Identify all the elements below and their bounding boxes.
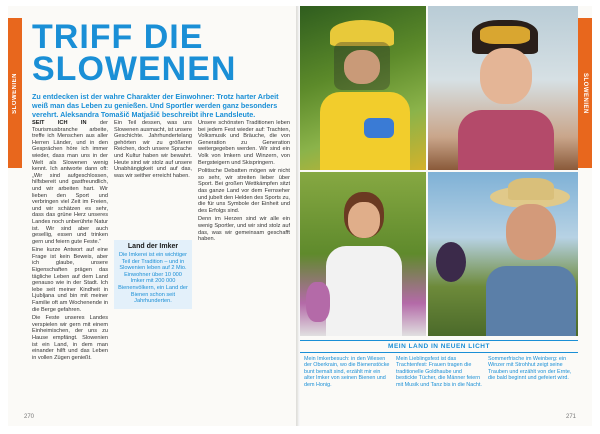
- sidebar-box: [114, 240, 192, 309]
- article-intro: Zu entdecken ist der wahre Charakter der Einwohner: Trotz harter Arbeit weiß man das Leben zu genießen. Und Sportler werden ganz besonders verehrt. Aleksandra Tomašič Matjašič beschreibt ihre Landsleute.: [32, 92, 279, 119]
- paragraph-text: der Tourismusbranche arbeite, treffe ich Menschen aus aller Herren Länder, und in den Gesprächen höre ich immer wieder, dass man uns in der Welt als Slowenen wenig kennt. Ich antworte dann oft: „Wir sind aufgeschlossen, hilfsbereit und gastfreundlich, und wir arbeiten hart. Wir lieben den Sport und verbringen viel Zeit im Freien, und wir schätzen es sehr, dass das grüne Herz unseres Landes noch unberührte Natur ist. Wir sind aber auch gesellig, essen und trinken gern und feiern gute Feste.“: [32, 120, 108, 245]
- paragraph: [32, 247, 108, 313]
- paragraph-text: Denn im Herzen sind wir alle ein wenig Sportler, und wir sind stolz auf das, was wir gemeinsam geschafft haben.: [198, 216, 290, 243]
- paragraph-lead: SEIT ICH IN: [32, 120, 87, 126]
- section-tab-right: [578, 18, 592, 168]
- sidebar-text: Die Imkerei ist ein wichtiger Teil der Tradition – und in Slowenien leben auf 2 Mio. Einwohner über 10 000 Imker mit 200 000 Bienenvölkern, ein Land der Bienen schon seit Jahrhunderten.: [118, 252, 188, 305]
- paragraph-text: Eine kurze Antwort auf eine Frage ist kein Beweis, aber ich glaube, unsere Eigenschaften prägen das tägliche Leben auf dem Land genauso wie in der Stadt. Ich lebe seit meiner Kindheit in Ljubljana und bin mit meiner Familie oft am Wochenende in die Berge gefahren.: [32, 247, 108, 313]
- caption-column-3: Sommerfrische im Weinberg: ein Winzer mit Strohhut zeigt seine Trauben und erzählt von der Ernte, die bald beginnt und gefeiert wird.: [488, 356, 572, 382]
- paragraph: [114, 120, 192, 179]
- page-number-left: 270: [24, 414, 35, 420]
- paragraph: [198, 120, 290, 166]
- paragraph-text: Politische Debatten mögen wir nicht so sehr, wir streiten lieber über Sport. Bei großen Wettkämpfen sitzt das ganze Land vor dem Fernseher und jubelt den Helden des Sports zu, die für uns Symbole der Einheit und des Erfolgs sind.: [198, 168, 290, 214]
- paragraph-text: Die Feste unseres Landes verspielen wir gern mit einem Einheimischen, der uns zu Hause empfängt. Slowenien ist ein Land, in dem man einander hilft und das Leben in vollen Zügen genießt.: [32, 315, 108, 361]
- caption-column-1: Mein Imkerbesuch: in den Wiesen der Oberkrain, wo die Bienenstöcke bunt bemalt sind, erzählt mir ein alter Imker von seinen Bienen und dem Honig.: [304, 356, 390, 388]
- section-tab-label: SLOWENIEN: [12, 72, 18, 114]
- paragraph-text: Ein Teil dessen, was uns Slowenen ausmacht, ist unsere Geschichte. Jahrhundertelang gehörten wir zu größeren Reichen, doch unsere Sprache und Kultur haben wir bewahrt. Heute sind wir stolz auf unsere Unabhängigkeit und auf das, was wir seither erreicht haben.: [114, 120, 192, 179]
- article-title-line2: SLOWENEN: [32, 50, 237, 88]
- photo-beekeeper: [300, 6, 426, 170]
- paragraph-text: Unsere schönsten Traditionen leben bei jedem Fest wieder auf: Trachten, Volksmusik und Bräuche, die von Generation zu Generation weitergegeben werden. Wir sind ein Volk von Imkern und Winzern, von Bergsteigern und Skispringern.: [198, 120, 290, 166]
- caption-heading: MEIN LAND IN NEUEN LICHT: [300, 340, 578, 353]
- caption-column-2: Mein Lieblingsfest ist das Trachtenfest: Frauen tragen die traditionelle Goldhaube und bestickte Tücher, die Männer feiern mit Musik und Tanz bis in die Nacht.: [396, 356, 482, 388]
- paragraph: [198, 216, 290, 242]
- text-column-1: [32, 120, 108, 416]
- paragraph: [32, 315, 108, 361]
- paragraph: [32, 120, 108, 245]
- photo-farmer-hat: [428, 172, 578, 336]
- article-title-line1: TRIFF DIE: [32, 18, 204, 56]
- right-page: [300, 6, 592, 426]
- photo-woman-garden: [300, 172, 426, 336]
- section-tab-label: SLOWENIEN: [582, 72, 588, 114]
- text-column-3: [198, 120, 290, 416]
- sidebar-title: Land der Imker: [127, 243, 179, 250]
- section-tab-left: [8, 18, 22, 168]
- left-page: [8, 6, 298, 426]
- paragraph: [198, 168, 290, 214]
- page-number-right: 271: [565, 414, 576, 420]
- photo-woman-headdress: [428, 6, 578, 170]
